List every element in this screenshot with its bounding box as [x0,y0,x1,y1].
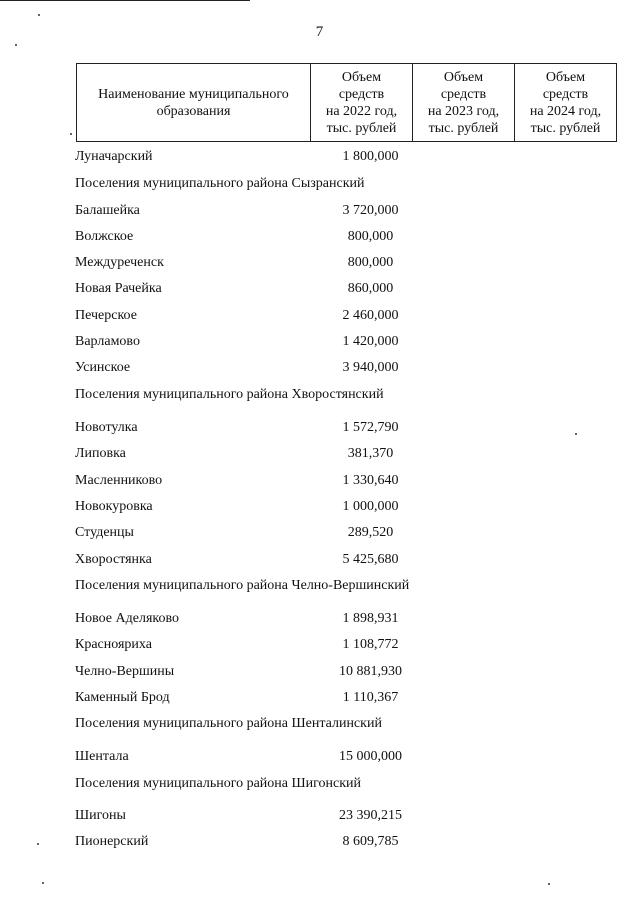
amount-2022: 800,000 [347,229,394,244]
header-municipality-name: Наименование муниципального образования [77,64,311,142]
amount-2022: 3 940,000 [342,360,399,375]
scan-speck [548,883,550,885]
amount-2022: 1 110,367 [342,690,399,705]
municipality-name: Варламово [75,334,140,349]
municipality-name: Пионерский [75,834,149,849]
amount-2022: 15 000,000 [339,749,402,764]
amount-2022: 3 720,000 [342,203,399,218]
amount-2022: 381,370 [347,446,394,461]
section-heading: Поселения муниципального района Шигонский [75,776,362,791]
municipality-name: Челно-Вершины [75,664,175,679]
section-heading: Поселения муниципального района Челно-Вершинский [75,578,410,593]
header-amount-2023: Объем средств на 2023 год, тыс. рублей [413,64,515,142]
municipality-name: Краснояриха [75,637,152,652]
scan-speck [15,44,17,46]
amount-2022: 860,000 [347,281,394,296]
municipality-name: Липовка [75,446,126,461]
municipality-name: Новое Аделяково [75,611,179,626]
amount-2022: 10 881,930 [339,664,402,679]
amount-2022: 23 390,215 [339,808,402,823]
amount-2022: 8 609,785 [342,834,399,849]
municipality-name: Луначарский [75,149,153,164]
amount-2022: 800,000 [347,255,394,270]
amount-2022: 1 800,000 [342,149,399,164]
scan-speck [38,14,40,16]
section-heading: Поселения муниципального района Шенталинский [75,716,382,731]
amount-2022: 1 420,000 [342,334,399,349]
amount-2022: 1 108,772 [342,637,399,652]
amount-2022: 1 330,640 [342,473,399,488]
municipality-name: Студенцы [75,525,134,540]
scan-speck [42,882,44,884]
section-heading: Поселения муниципального района Сызранский [75,176,365,191]
municipality-name: Междуреченск [75,255,164,270]
municipality-name: Хворостянка [75,552,152,567]
municipality-name: Масленниково [75,473,163,488]
amount-2022: 289,520 [347,525,394,540]
amount-2022: 1 898,931 [342,611,399,626]
municipality-name: Печерское [75,308,137,323]
page-number: 7 [315,24,324,40]
top-rule [0,0,250,1]
header-amount-2024: Объем средств на 2024 год, тыс. рублей [515,64,617,142]
table-header [76,63,617,142]
amount-2022: 1 000,000 [342,499,399,514]
municipality-name: Усинское [75,360,131,375]
scan-speck [70,133,72,135]
municipality-name: Шигоны [75,808,126,823]
municipality-name: Волжское [75,229,134,244]
municipality-name: Шентала [75,749,129,764]
amount-2022: 5 425,680 [342,552,399,567]
municipality-name: Каменный Брод [75,690,170,705]
amount-2022: 2 460,000 [342,308,399,323]
header-amount-2022: Объем средств на 2022 год, тыс. рублей [311,64,413,142]
section-heading: Поселения муниципального района Хворостянский [75,387,384,402]
scan-speck [37,843,39,845]
municipality-name: Новокуровка [75,499,153,514]
amount-2022: 1 572,790 [342,420,399,435]
municipality-name: Новотулка [75,420,138,435]
scan-speck [575,433,577,435]
municipality-name: Новая Рачейка [75,281,162,296]
municipality-name: Балашейка [75,203,140,218]
